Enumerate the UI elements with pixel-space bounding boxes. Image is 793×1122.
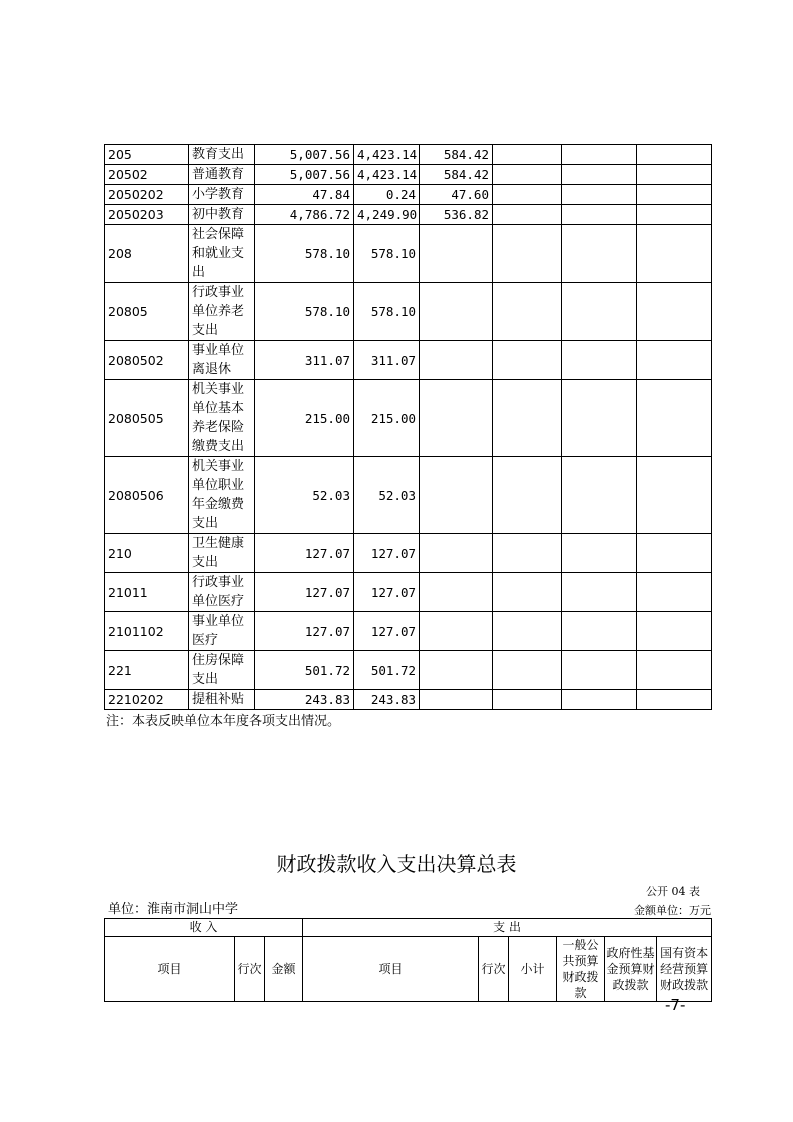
row-basic: 127.07: [354, 534, 420, 573]
row-code: 208: [105, 225, 189, 283]
row-project: [420, 225, 493, 283]
row-total: 501.72: [255, 651, 354, 690]
row-project: [420, 283, 493, 341]
row-total: 5,007.56: [255, 165, 354, 185]
row-project: [420, 573, 493, 612]
table-title: 财政拨款收入支出决算总表: [276, 852, 517, 876]
expense-table: [104, 144, 712, 710]
row-code: 2080506: [105, 457, 189, 534]
row-name: 行政事业单位医疗: [189, 573, 255, 612]
row-basic: 215.00: [354, 380, 420, 457]
summary-table-header: [104, 918, 712, 1002]
row-name: 教育支出: [189, 145, 255, 165]
row-code: 2101102: [105, 612, 189, 651]
row-name: 机关事业单位职业年金缴费支出: [189, 457, 255, 534]
row-name: 事业单位医疗: [189, 612, 255, 651]
row-basic: 52.03: [354, 457, 420, 534]
row-total: 127.07: [255, 534, 354, 573]
row-empty-cell: [493, 185, 562, 205]
table-note: 注：本表反映单位本年度各项支出情况。: [106, 714, 341, 729]
row-empty-cell: [493, 225, 562, 283]
row-empty-cell: [637, 573, 712, 612]
row-empty-cell: [562, 145, 637, 165]
row-total: 578.10: [255, 225, 354, 283]
row-code: 205: [105, 145, 189, 165]
row-basic: 578.10: [354, 225, 420, 283]
page-number: -7-: [665, 996, 686, 1014]
row-basic: 4,249.90: [354, 205, 420, 225]
row-code: 2050203: [105, 205, 189, 225]
row-empty-cell: [562, 283, 637, 341]
row-empty-cell: [562, 205, 637, 225]
row-empty-cell: [493, 534, 562, 573]
row-empty-cell: [637, 185, 712, 205]
row-basic: 243.83: [354, 690, 420, 710]
row-code: 221: [105, 651, 189, 690]
row-total: 4,786.72: [255, 205, 354, 225]
row-total: 47.84: [255, 185, 354, 205]
col-state-capital: 国有资本经营预算财政拨款: [657, 937, 712, 1002]
row-basic: 4,423.14: [354, 165, 420, 185]
row-empty-cell: [562, 651, 637, 690]
row-empty-cell: [493, 283, 562, 341]
row-total: 52.03: [255, 457, 354, 534]
row-empty-cell: [637, 341, 712, 380]
expense-table-body: [105, 145, 712, 710]
row-name: 初中教育: [189, 205, 255, 225]
row-project: [420, 612, 493, 651]
row-code: 2050202: [105, 185, 189, 205]
row-total: 578.10: [255, 283, 354, 341]
col-general-budget: 一般公共预算财政拨款: [557, 937, 605, 1002]
row-empty-cell: [562, 573, 637, 612]
row-empty-cell: [637, 651, 712, 690]
table-row: [105, 185, 712, 205]
row-basic: 4,423.14: [354, 145, 420, 165]
row-project: [420, 690, 493, 710]
row-basic: 127.07: [354, 612, 420, 651]
row-empty-cell: [562, 165, 637, 185]
row-code: 20805: [105, 283, 189, 341]
row-code: 2080505: [105, 380, 189, 457]
row-empty-cell: [637, 165, 712, 185]
row-empty-cell: [637, 145, 712, 165]
row-empty-cell: [493, 145, 562, 165]
row-total: 215.00: [255, 380, 354, 457]
col-item-expense: 项目: [303, 937, 479, 1002]
row-code: 2210202: [105, 690, 189, 710]
table-row: [105, 573, 712, 612]
row-project: 536.82: [420, 205, 493, 225]
row-basic: 501.72: [354, 651, 420, 690]
row-name: 行政事业单位养老支出: [189, 283, 255, 341]
col-subtotal: 小计: [509, 937, 557, 1002]
col-amount: 金额: [265, 937, 303, 1002]
row-empty-cell: [637, 380, 712, 457]
row-empty-cell: [637, 283, 712, 341]
row-code: 210: [105, 534, 189, 573]
col-line-expense: 行次: [479, 937, 509, 1002]
row-name: 普通教育: [189, 165, 255, 185]
row-empty-cell: [493, 690, 562, 710]
row-project: 47.60: [420, 185, 493, 205]
row-name: 卫生健康支出: [189, 534, 255, 573]
row-empty-cell: [493, 612, 562, 651]
row-empty-cell: [562, 225, 637, 283]
table-row: [105, 145, 712, 165]
row-total: 311.07: [255, 341, 354, 380]
row-empty-cell: [493, 651, 562, 690]
row-name: 提租补贴: [189, 690, 255, 710]
col-gov-fund: 政府性基金预算财政拨款: [605, 937, 657, 1002]
income-header: 收 入: [105, 919, 303, 937]
row-name: 住房保障支出: [189, 651, 255, 690]
row-project: [420, 341, 493, 380]
row-basic: 0.24: [354, 185, 420, 205]
table-row: [105, 690, 712, 710]
row-name: 机关事业单位基本养老保险缴费支出: [189, 380, 255, 457]
row-project: 584.42: [420, 165, 493, 185]
row-empty-cell: [637, 534, 712, 573]
col-line: 行次: [235, 937, 265, 1002]
table-row: [105, 341, 712, 380]
row-basic: 311.07: [354, 341, 420, 380]
row-code: 2080502: [105, 341, 189, 380]
row-code: 20502: [105, 165, 189, 185]
row-empty-cell: [493, 165, 562, 185]
table-row: [105, 651, 712, 690]
row-empty-cell: [493, 457, 562, 534]
row-basic: 578.10: [354, 283, 420, 341]
row-empty-cell: [637, 205, 712, 225]
row-code: 21011: [105, 573, 189, 612]
row-empty-cell: [562, 341, 637, 380]
row-empty-cell: [493, 341, 562, 380]
unit-label: 单位：淮南市洞山中学: [108, 902, 239, 917]
table-row: [105, 283, 712, 341]
table-row: [105, 380, 712, 457]
table-row: [105, 225, 712, 283]
row-project: 584.42: [420, 145, 493, 165]
row-empty-cell: [637, 225, 712, 283]
row-empty-cell: [637, 457, 712, 534]
row-project: [420, 380, 493, 457]
table-row: [105, 612, 712, 651]
row-empty-cell: [562, 534, 637, 573]
row-empty-cell: [562, 690, 637, 710]
row-empty-cell: [637, 612, 712, 651]
row-name: 事业单位离退休: [189, 341, 255, 380]
row-project: [420, 457, 493, 534]
row-empty-cell: [562, 185, 637, 205]
table-row: [105, 165, 712, 185]
row-empty-cell: [493, 205, 562, 225]
expense-header: 支 出: [303, 919, 712, 937]
row-name: 小学教育: [189, 185, 255, 205]
row-empty-cell: [637, 690, 712, 710]
row-project: [420, 651, 493, 690]
row-name: 社会保障和就业支出: [189, 225, 255, 283]
row-basic: 127.07: [354, 573, 420, 612]
row-project: [420, 534, 493, 573]
row-empty-cell: [493, 380, 562, 457]
table-row: [105, 457, 712, 534]
col-item: 项目: [105, 937, 235, 1002]
row-empty-cell: [562, 457, 637, 534]
money-unit: 金额单位：万元: [634, 904, 711, 917]
row-empty-cell: [562, 380, 637, 457]
row-empty-cell: [493, 573, 562, 612]
table-row: [105, 205, 712, 225]
row-total: 127.07: [255, 573, 354, 612]
table-row: [105, 534, 712, 573]
row-empty-cell: [562, 612, 637, 651]
table-code: 公开 04 表: [646, 885, 700, 898]
row-total: 127.07: [255, 612, 354, 651]
row-total: 5,007.56: [255, 145, 354, 165]
row-total: 243.83: [255, 690, 354, 710]
